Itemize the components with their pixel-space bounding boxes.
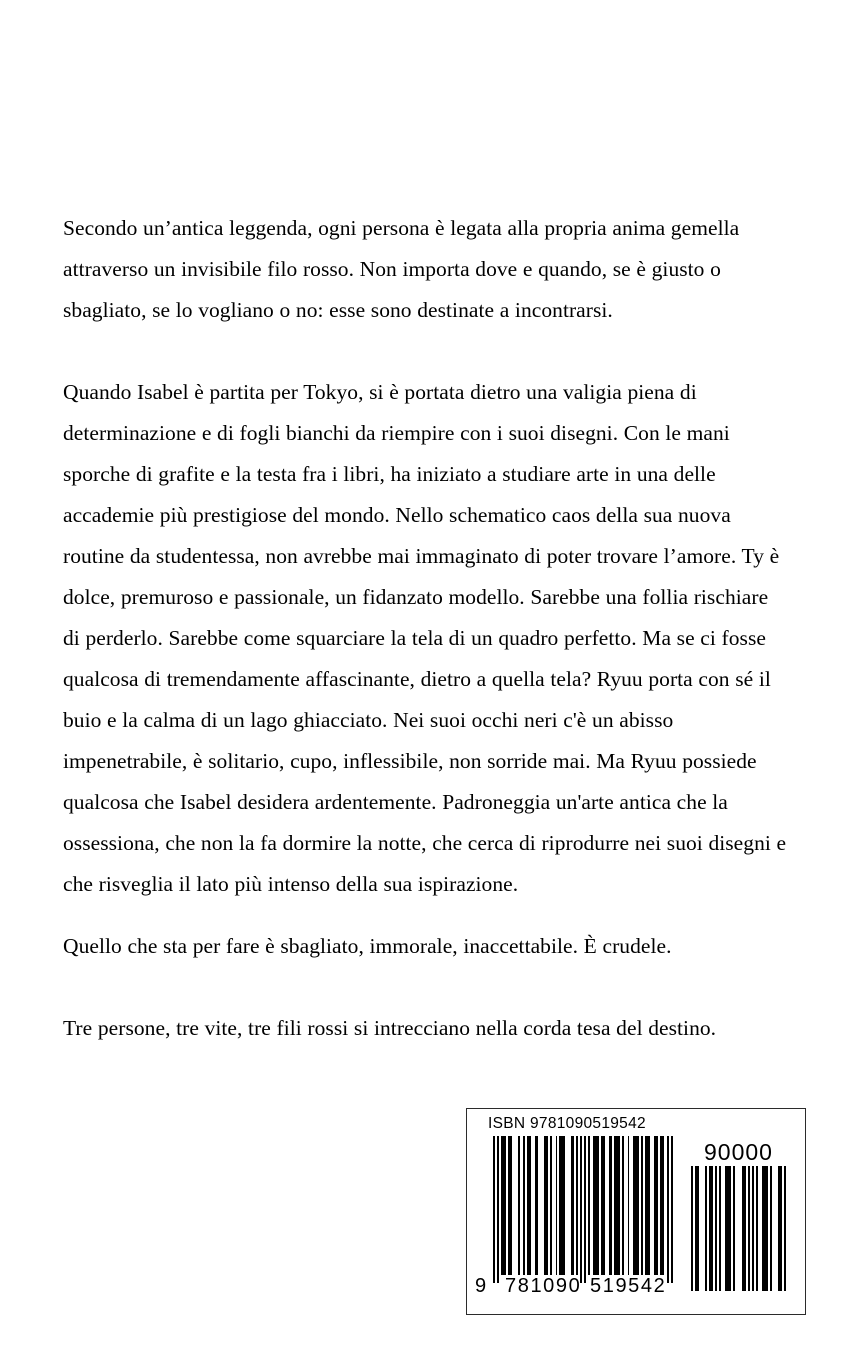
ean5-addon-digits: 90000: [704, 1139, 773, 1165]
blurb-paragraph-2: Quando Isabel è partita per Tokyo, si è portata dietro una valigia piena di determinazione e di fogli bianchi da riempire con i suoi disegni. Con le mani sporche di grafite e la testa fra i libri, ha iniziato a studiare arte in una delle accademie più prestigiose del mondo. Nello schematico caos della sua nuova routine da studentessa, non avrebbe mai immaginato di poter trovare l’amore. Ty è dolce, premuroso e passionale, un fidanzato modello. Sarebbe una follia rischiare di perderlo. Sarebbe come squarciare la tela di un quadro perfetto. Ma se ci fosse qualcosa di tremendamente affascinante, dietro a quella tela? Ryuu porta con sé il buio e la calma di un lago ghiacciato. Nei suoi occhi neri c'è un abisso impenetrabile, è solitario, cupo, inflessibile, non sorride mai. Ma Ryuu possiede qualcosa che Isabel desidera ardentemente. Padroneggia un'arte antica che la ossessiona, che non la fa dormire la notte, che cerca di riprodurre nei suoi disegni e che risveglia il lato più intenso della sua ispirazione.: [63, 379, 792, 896]
isbn-barcode-block: [466, 1108, 806, 1315]
ean13-right-group: 519542: [590, 1275, 667, 1297]
ean13-barcode: [475, 1136, 673, 1297]
isbn-label: ISBN 9781090519542: [488, 1115, 646, 1132]
blurb-paragraph-1: Secondo un’antica leggenda, ogni persona è legata alla propria anima gemella attraverso un invisibile filo rosso. Non importa dove e quando, se è giusto o sbagliato, se lo vogliano o no: esse sono destinate a incontrarsi.: [63, 215, 745, 322]
blurb-text-block: [63, 186, 792, 1071]
ean13-lead-digit: 9: [475, 1275, 488, 1297]
ean5-addon-bars: [691, 1166, 786, 1291]
ean13-bars: [493, 1136, 673, 1283]
blurb-paragraph-3: Quello che sta per fare è sbagliato, immorale, inaccettabile. È crudele.: [63, 934, 672, 958]
ean5-addon-barcode: [691, 1139, 786, 1293]
ean13-human-readable-digits: [473, 1275, 687, 1299]
blurb-paragraph-4: Tre persone, tre vite, tre fili rossi si intrecciano nella corda tesa del destino.: [63, 1016, 717, 1040]
ean13-left-group: 781090: [505, 1275, 582, 1297]
